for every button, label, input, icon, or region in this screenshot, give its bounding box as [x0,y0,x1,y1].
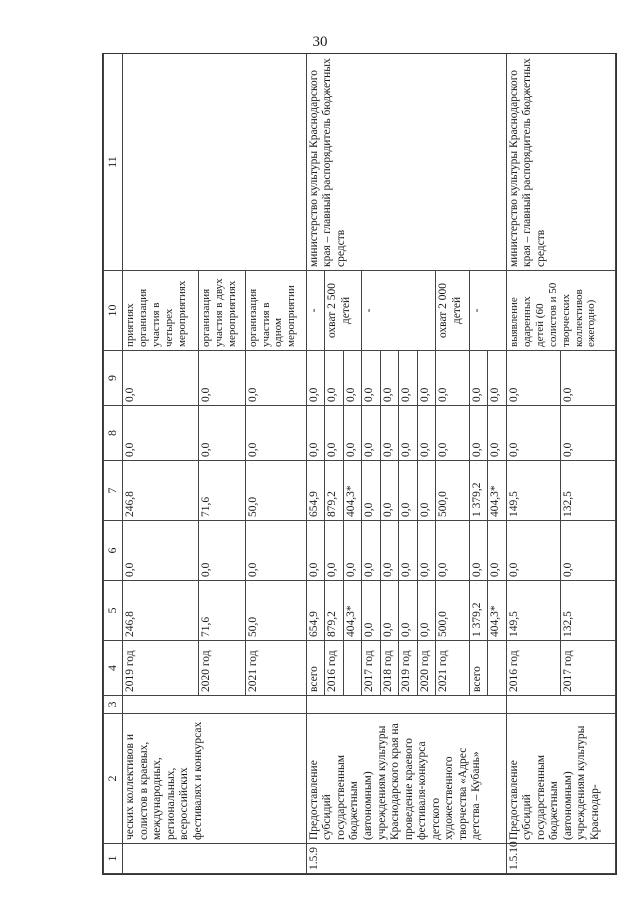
item-description: ческих коллективов и солистов в краевых, международных, региональных, всероссийских фестивалях и конкурсах [123,714,307,844]
value-cell: 404,3* [343,581,361,641]
value-cell: 0,0 [362,461,381,521]
value-cell: 246,8 [123,581,199,641]
value-cell: 0,0 [380,581,398,641]
year-cell: 2016 год [506,641,561,696]
value-cell: 71,6 [198,581,245,641]
empty-cell [306,696,506,714]
value-cell: 0,0 [245,521,306,581]
value-cell: 132,5 [561,461,616,521]
value-cell: 0,0 [325,351,344,406]
value-cell: 0,0 [198,351,245,406]
value-cell: 0,0 [417,351,435,406]
value-cell: 500,0 [436,581,470,641]
header-row [104,54,123,874]
document-table-frame [102,53,617,875]
year-cell: 2018 год [380,641,398,696]
value-cell: 654,9 [306,461,324,521]
value-cell: 0,0 [198,521,245,581]
value-cell: 0,0 [399,461,417,521]
table-row [123,54,199,874]
year-cell: 2016 год [325,641,344,696]
value-cell: 0,0 [417,521,435,581]
value-cell: 0,0 [362,581,381,641]
value-cell: 0,0 [343,351,361,406]
item-number: 1.5.10 [506,844,615,874]
item-number-cell [123,844,307,874]
item-number: 1.5.9 [306,844,506,874]
value-cell: 0,0 [436,351,470,406]
result-text: охват 2 500 детей [325,271,362,351]
table-row [306,54,324,874]
value-cell: 0,0 [380,461,398,521]
value-cell: 0,0 [488,351,506,406]
empty-cell [123,696,307,714]
header-cell: 8 [104,406,123,461]
header-cell: 11 [104,54,123,271]
header-cell: 4 [104,641,123,696]
value-cell: 1 379,2 [469,581,488,641]
year-cell: 2020 год [198,641,245,696]
responsible-cell: министерство культуры Краснодарского края – главный распорядитель бюджетных средств [306,54,506,271]
responsible-cell: министерство культуры Краснодарского края – главный распорядитель бюджетных средств [506,54,615,271]
value-cell: 0,0 [343,406,361,461]
value-cell: 0,0 [245,406,306,461]
value-cell: 654,9 [306,581,324,641]
value-cell: 0,0 [123,521,199,581]
value-cell: 0,0 [506,351,561,406]
header-cell: 6 [104,521,123,581]
value-cell: 50,0 [245,461,306,521]
value-cell: 0,0 [380,521,398,581]
value-cell: 149,5 [506,581,561,641]
year-cell: 2017 год [362,641,381,696]
year-cell: 2017 год [561,641,616,696]
item-description: Предоставление субсидий государственным бюджетным (автономным) учреждениям культуры Краснодар- [506,714,615,844]
value-cell: 0,0 [245,351,306,406]
value-cell: 0,0 [343,521,361,581]
value-cell: 71,6 [198,461,245,521]
page-number: 30 [312,34,328,50]
value-cell: 246,8 [123,461,199,521]
header-cell: 7 [104,461,123,521]
year-cell [488,641,506,696]
value-cell: 404,3* [488,461,506,521]
value-cell: 0,0 [399,581,417,641]
header-cell: 5 [104,581,123,641]
value-cell: 0,0 [362,351,381,406]
value-cell: 0,0 [561,406,616,461]
value-cell: 50,0 [245,581,306,641]
result-text: - [306,271,324,351]
result-text: - [469,271,506,351]
value-cell: 404,3* [488,581,506,641]
result-continuation: приятиях [124,303,137,347]
value-cell: 0,0 [325,406,344,461]
value-cell: 0,0 [325,521,344,581]
value-cell: 0,0 [417,461,435,521]
value-cell: 0,0 [488,406,506,461]
program-activities-table [103,53,616,874]
value-cell: 0,0 [198,406,245,461]
year-cell: 2019 год [123,641,199,696]
value-cell: 0,0 [417,406,435,461]
value-cell: 0,0 [399,406,417,461]
value-cell: 0,0 [123,351,199,406]
value-cell: 0,0 [399,351,417,406]
table-row [506,54,561,874]
value-cell: 0,0 [506,521,561,581]
result-text: охват 2 000 детей [436,271,470,351]
year-cell: всего [306,641,324,696]
value-cell: 0,0 [506,406,561,461]
year-cell [343,641,361,696]
year-cell: 2021 год [436,641,470,696]
value-cell: 0,0 [380,406,398,461]
value-cell: 500,0 [436,461,470,521]
year-cell: 2019 год [399,641,417,696]
value-cell: 0,0 [306,521,324,581]
value-cell: 0,0 [399,521,417,581]
value-cell: 0,0 [488,521,506,581]
value-cell: 0,0 [469,406,488,461]
result-cell [123,271,199,351]
year-cell: всего [469,641,488,696]
value-cell: 0,0 [123,406,199,461]
header-cell: 9 [104,351,123,406]
value-cell: 1 379,2 [469,461,488,521]
value-cell: 404,3* [343,461,361,521]
result-text: выявление одаренных детей (60 солистов и 50 творческих коллективов ежегодно) [506,271,615,351]
header-cell: 3 [104,696,123,714]
value-cell: 149,5 [506,461,561,521]
value-cell: 0,0 [362,521,381,581]
value-cell: 0,0 [380,351,398,406]
value-cell: 0,0 [306,351,324,406]
value-cell: 0,0 [306,406,324,461]
value-cell: 0,0 [436,521,470,581]
value-cell: 0,0 [561,351,616,406]
year-cell: 2020 год [417,641,435,696]
year-cell: 2021 год [245,641,306,696]
result-text: - [362,271,436,351]
result-text: организация участия в двух мероприятиях [198,271,245,351]
value-cell: 0,0 [469,351,488,406]
value-cell: 0,0 [561,521,616,581]
value-cell: 132,5 [561,581,616,641]
result-text: организация участия в одном мероприятии [245,271,306,351]
header-cell: 2 [104,714,123,844]
value-cell: 0,0 [362,406,381,461]
header-cell: 10 [104,271,123,351]
value-cell: 0,0 [417,581,435,641]
header-cell: 1 [104,844,123,874]
item-description: Предоставление субсидий государственным бюджетным (автономным) учреждениям культуры Краснодарского края на проведение краевого фестиваля-конкурса детского художественного творчества «Адрес детства – Кубань» [306,714,506,844]
responsible-cell [123,54,307,271]
value-cell: 879,2 [325,461,344,521]
value-cell: 0,0 [469,521,488,581]
value-cell: 0,0 [436,406,470,461]
rotated-table-container [103,54,616,874]
empty-cell [506,696,615,714]
result-text: организация участия в четырех мероприятиях [137,280,188,347]
value-cell: 879,2 [325,581,344,641]
